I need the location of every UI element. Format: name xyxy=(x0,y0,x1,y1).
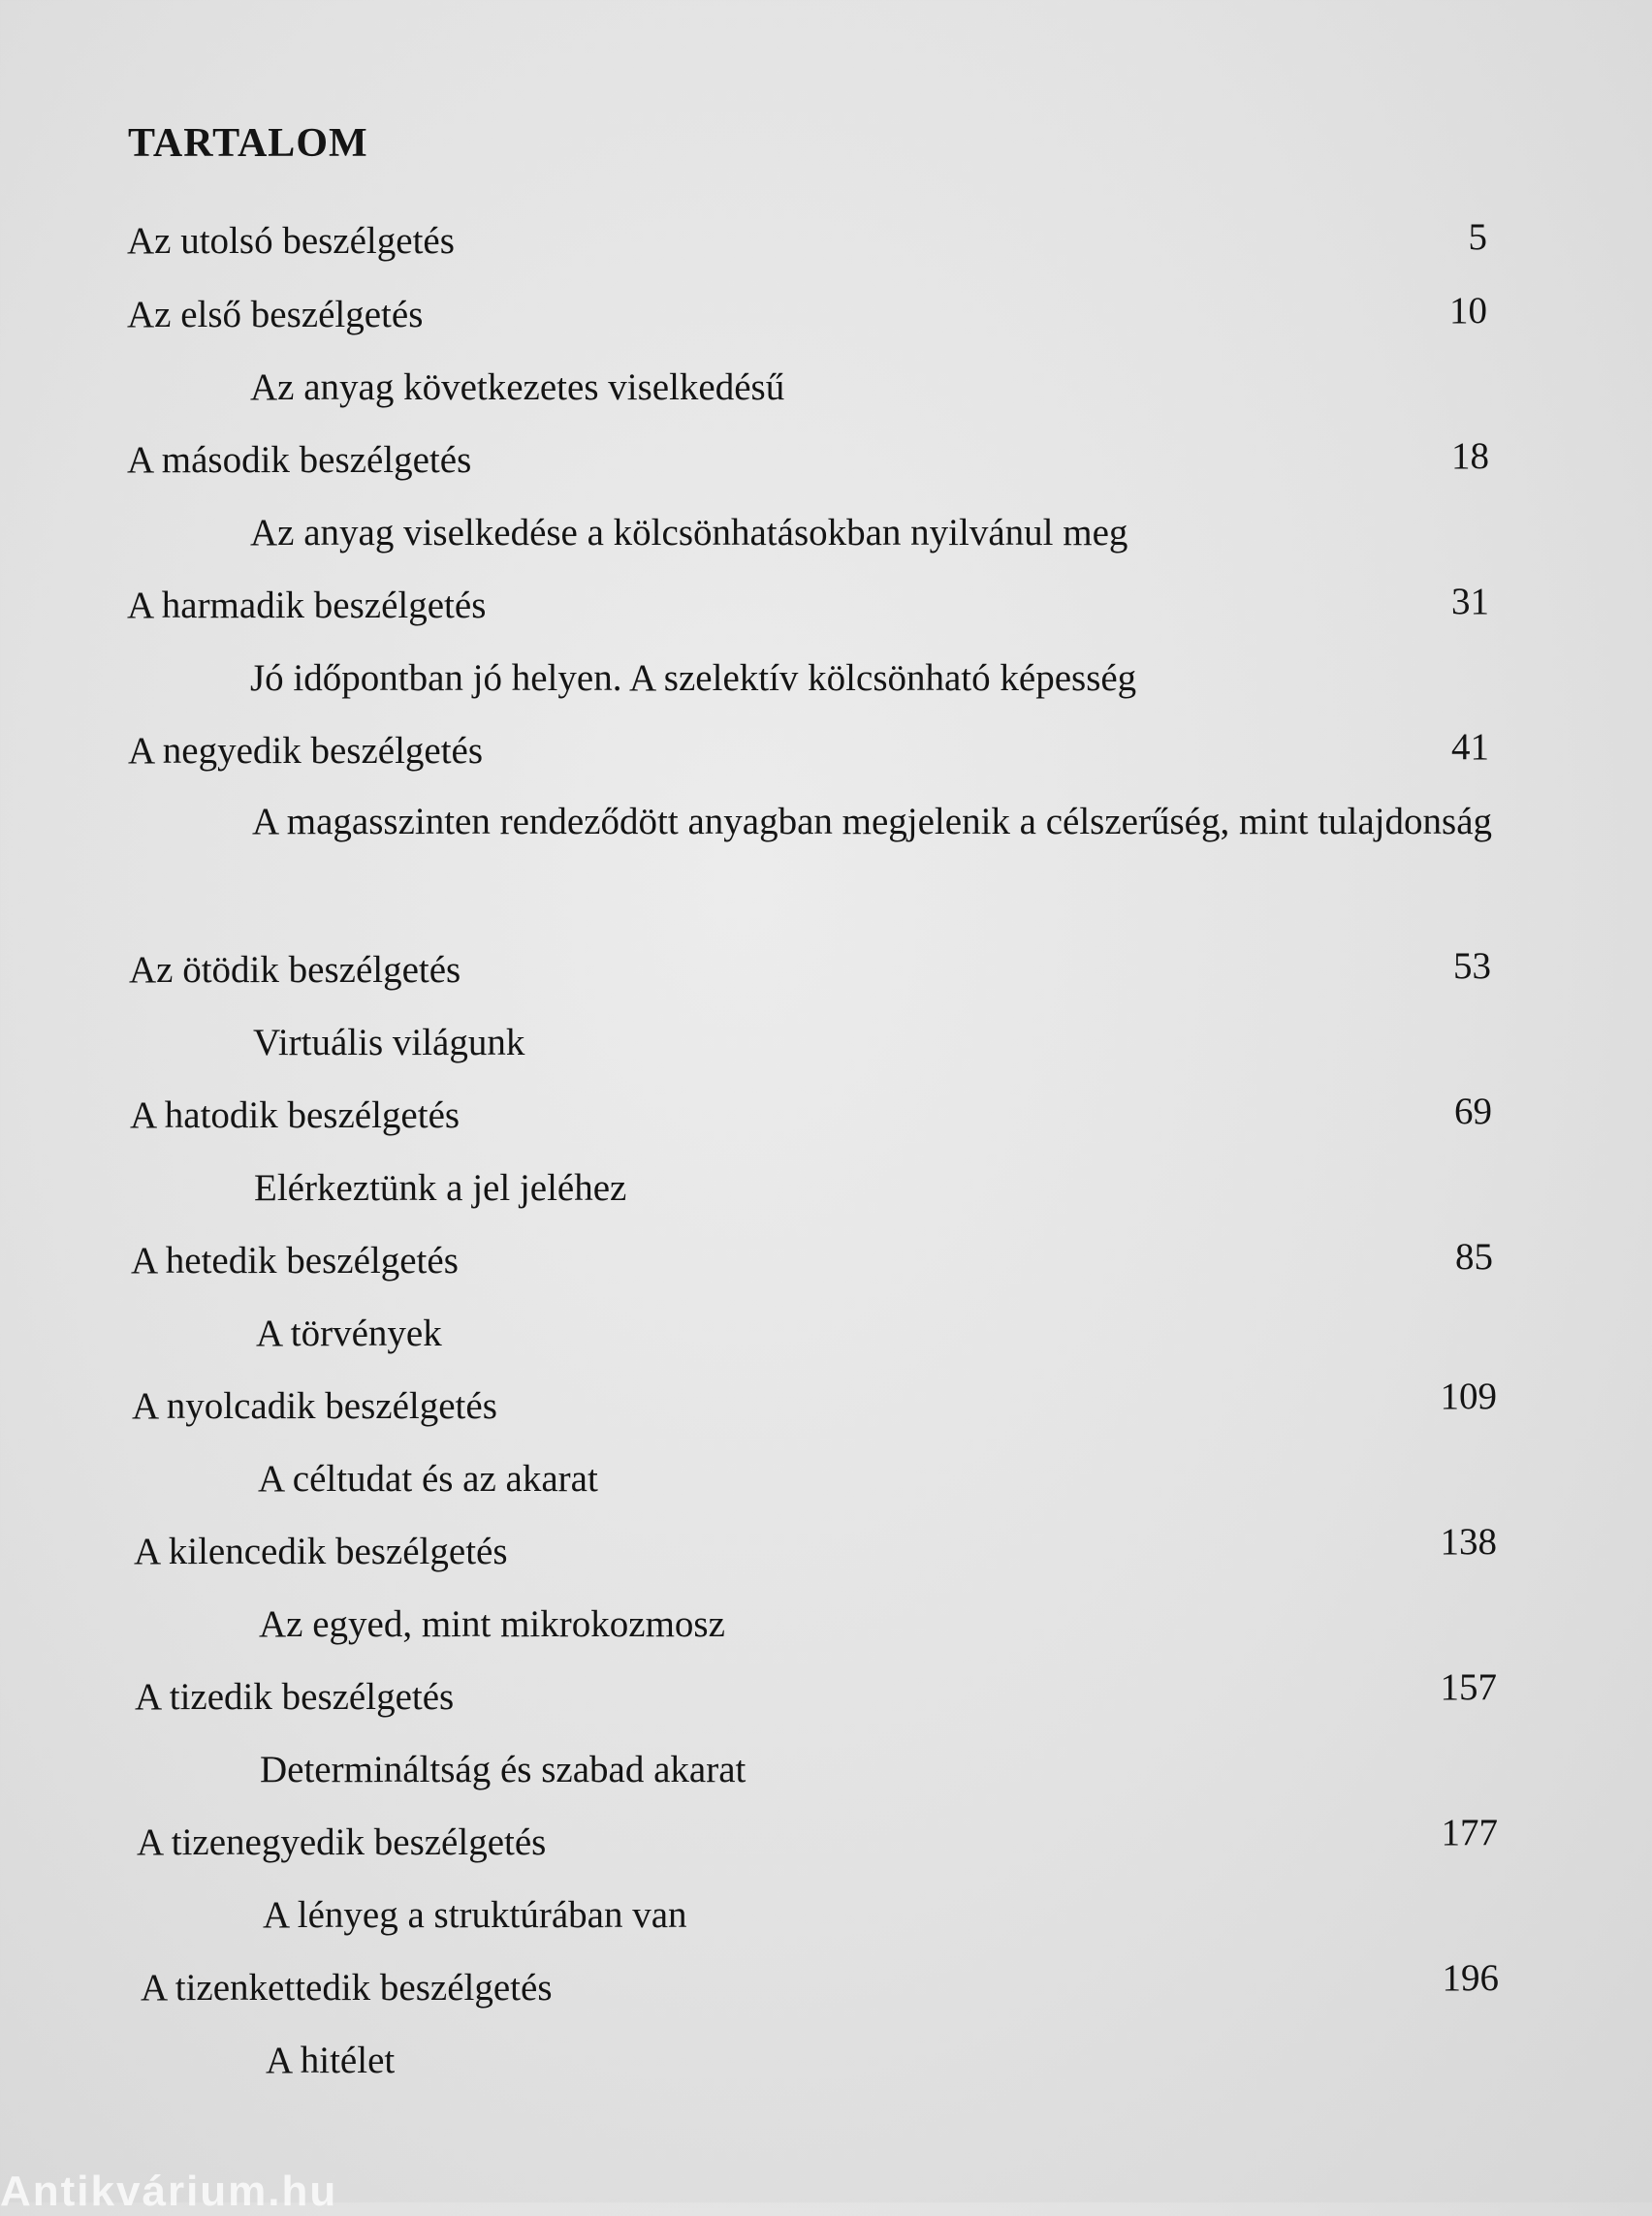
toc-entry-page: 18 xyxy=(1451,435,1489,477)
toc-entry-title: A tizedik beszélgetés xyxy=(135,1676,455,1718)
toc-entry-title: A negyedik beszélgetés xyxy=(128,730,484,772)
toc-entry-subtitle: A törvények xyxy=(256,1313,442,1354)
toc-entry-title: A hetedik beszélgetés xyxy=(131,1240,459,1282)
toc-entry-page: 41 xyxy=(1451,726,1489,768)
toc-entry-subtitle: A hitélet xyxy=(266,2040,396,2081)
toc-entry-subtitle: Az anyag viselkedése a kölcsönhatásokban nyilvánul meg xyxy=(250,512,1128,554)
toc-entry-page: 85 xyxy=(1455,1236,1493,1278)
toc-entry-title: A tizenegyedik beszélgetés xyxy=(137,1821,547,1863)
toc-entry-subtitle: A magasszinten rendeződött anyagban megjelenik a célszerűség, mint tulajdonság xyxy=(252,801,1493,842)
toc-entry-subtitle: Az anyag következetes viselkedésű xyxy=(250,366,785,408)
toc-entry-subtitle: A céltudat és az akarat xyxy=(258,1458,598,1500)
watermark: Antikvárium.hu xyxy=(0,2168,338,2215)
toc-entry-page: 69 xyxy=(1454,1091,1492,1132)
toc-entry-page: 109 xyxy=(1440,1376,1497,1417)
toc-entry-subtitle: Determináltság és szabad akarat xyxy=(260,1749,747,1790)
toc-entry-title: A hatodik beszélgetés xyxy=(130,1094,461,1136)
toc-entry-page: 157 xyxy=(1440,1666,1497,1708)
toc-entry-title: A nyolcadik beszélgetés xyxy=(132,1385,497,1427)
toc-entry-subtitle: Az egyed, mint mikrokozmosz xyxy=(259,1603,725,1645)
toc-entry-title: A harmadik beszélgetés xyxy=(127,585,487,626)
toc-entry-page: 5 xyxy=(1468,216,1487,258)
toc-entry-title: A kilencedik beszélgetés xyxy=(134,1531,508,1572)
toc-entry-subtitle: Virtuális világunk xyxy=(253,1022,525,1063)
toc-entry-subtitle: Elérkeztünk a jel jeléhez xyxy=(254,1167,627,1209)
toc-entry-page: 177 xyxy=(1441,1812,1498,1853)
toc-heading: TARTALOM xyxy=(128,121,368,166)
toc-entry-subtitle: A lényeg a struktúrában van xyxy=(263,1894,687,1936)
toc-entry-title: A tizenkettedik beszélgetés xyxy=(141,1967,553,2009)
toc-entry-page: 138 xyxy=(1440,1521,1497,1563)
toc-entry-title: Az utolsó beszélgetés xyxy=(127,220,455,262)
toc-entry-title: Az ötödik beszélgetés xyxy=(129,949,461,991)
toc-entry-page: 31 xyxy=(1451,581,1489,622)
toc-entry-subtitle: Jó időpontban jó helyen. A szelektív kölcsönható képesség xyxy=(250,657,1137,699)
toc-entry-page: 196 xyxy=(1442,1957,1499,1999)
toc-entry-title: Az első beszélgetés xyxy=(127,294,424,335)
toc-entry-title: A második beszélgetés xyxy=(127,439,472,481)
toc-entry-page: 53 xyxy=(1453,945,1491,987)
toc-entry-page: 10 xyxy=(1449,290,1487,332)
